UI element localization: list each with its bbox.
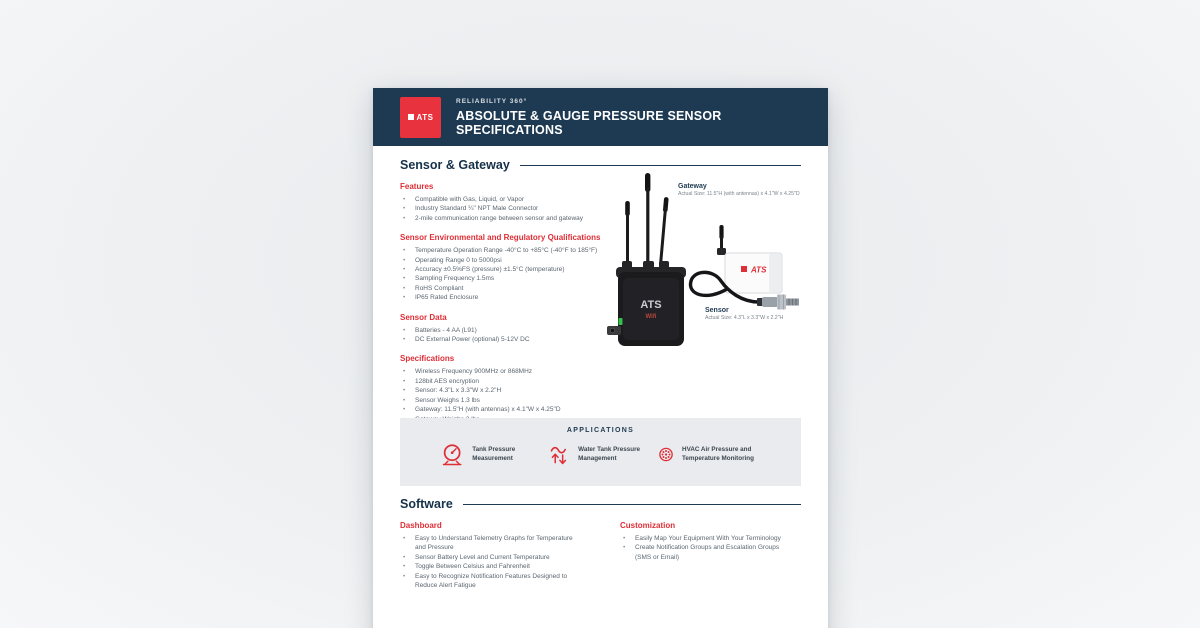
dashboard-heading: Dashboard bbox=[400, 521, 442, 530]
sensor-data-heading: Sensor Data bbox=[400, 312, 447, 322]
applications-panel bbox=[400, 418, 801, 486]
list-item: • Accuracy ±0.5%FS (pressure) ±1.5°C (temperature) bbox=[400, 265, 652, 274]
applications-title: APPLICATIONS bbox=[566, 427, 635, 434]
sensor-device-text: ATS bbox=[751, 265, 767, 275]
pressure-gauge-icon bbox=[440, 441, 464, 468]
environment-heading: Sensor Environmental and Regulatory Qualifications bbox=[400, 233, 601, 243]
list-item: • Sensor: 4.3"L x 3.3"W x 2.2"H bbox=[400, 386, 652, 395]
software-columns bbox=[400, 511, 801, 590]
header-eyebrow: RELIABILITY 360° bbox=[456, 97, 528, 105]
gateway-device-subtext: Wifi bbox=[645, 314, 657, 320]
list-item: • 2-mile communication range between sensor and gateway bbox=[400, 214, 652, 223]
list-item: • Gateway: 11.5"H (with antennas) x 4.1"W x 4.25"D bbox=[400, 405, 652, 414]
sensor-caption-size: Actual Size: 4.3"L x 3.3"W x 2.2"H bbox=[705, 315, 784, 321]
page-title: ABSOLUTE & GAUGE PRESSURE SENSOR SPECIFICATIONS bbox=[456, 108, 722, 137]
section-software-heading bbox=[400, 497, 801, 511]
application-label: Tank Pressure Measurement bbox=[472, 446, 516, 462]
logo-text: ATS bbox=[416, 112, 434, 122]
gateway-device-text: ATS bbox=[640, 299, 662, 311]
list-item: • Easy to Understand Telemetry Graphs for Temperature and Pressure bbox=[400, 534, 585, 553]
specifications-heading: Specifications bbox=[400, 354, 455, 364]
section-software bbox=[400, 497, 801, 590]
sensor-product-image bbox=[673, 225, 805, 319]
gateway-caption-name: Gateway bbox=[678, 183, 707, 190]
list-item: • Temperature Operation Range -40°C to +85°C (-40°F to 185°F) bbox=[400, 246, 652, 255]
application-label: Water Tank Pressure Management bbox=[578, 446, 641, 462]
list-item: • Industry Standard ¼" NPT Male Connector bbox=[400, 204, 652, 213]
heading-rule bbox=[520, 165, 801, 166]
product-images bbox=[598, 173, 828, 358]
applications-row bbox=[400, 434, 801, 468]
list-item: • Easily Map Your Equipment With Your Terminology bbox=[620, 534, 795, 543]
list-item: • Sensor Weighs 1.3 lbs bbox=[400, 396, 652, 405]
list-item: • 128bit AES encryption bbox=[400, 377, 652, 386]
list-item: • Toggle Between Celsius and Fahrenheit bbox=[400, 562, 585, 571]
application-item-hvac bbox=[658, 441, 767, 468]
list-item: • RoHS Compliant bbox=[400, 284, 652, 293]
logo-square-icon bbox=[408, 114, 414, 120]
customization-heading: Customization bbox=[620, 521, 676, 530]
sensor-caption bbox=[705, 307, 825, 321]
gateway-caption-size: Actual Size: 11.5"H (with antennas) x 4.1"W x 4.25"D bbox=[678, 191, 800, 197]
sensor-caption-name: Sensor bbox=[705, 307, 729, 314]
list-item: • IP65 Rated Enclosure bbox=[400, 293, 652, 302]
application-item-water-tank bbox=[549, 441, 658, 468]
dashboard-list bbox=[400, 534, 620, 590]
list-item: • Batteries - 4 AA (L91) bbox=[400, 326, 652, 335]
header-titles bbox=[456, 98, 828, 137]
dashboard-column bbox=[400, 511, 620, 590]
list-item: • Sampling Frequency 1.5ms bbox=[400, 274, 652, 283]
specifications-list bbox=[400, 367, 652, 423]
ats-logo bbox=[400, 97, 441, 138]
document-header bbox=[373, 88, 828, 146]
list-item: • Sensor Battery Level and Current Temperature bbox=[400, 553, 585, 562]
water-level-arrows-icon bbox=[549, 441, 570, 468]
section-title: Software bbox=[400, 497, 453, 511]
fan-icon bbox=[658, 441, 674, 468]
section-title: Sensor & Gateway bbox=[400, 158, 510, 172]
section-sensor-gateway-heading bbox=[400, 158, 801, 172]
list-item: • Compatible with Gas, Liquid, or Vapor bbox=[400, 195, 652, 204]
customization-column bbox=[620, 511, 801, 590]
list-item: • Easy to Recognize Notification Features Designed to Reduce Alert Fatigue bbox=[400, 572, 585, 591]
gateway-caption bbox=[678, 183, 828, 197]
list-item: • DC External Power (optional) 5-12V DC bbox=[400, 335, 652, 344]
application-item-tank-pressure bbox=[440, 441, 549, 468]
list-item: • Wireless Frequency 900MHz or 868MHz bbox=[400, 367, 652, 376]
list-item: • Operating Range 0 to 5000psi bbox=[400, 256, 652, 265]
application-label: HVAC Air Pressure and Temperature Monitoring bbox=[682, 446, 754, 462]
list-item: • Create Notification Groups and Escalation Groups (SMS or Email) bbox=[620, 543, 795, 562]
spec-sheet-page bbox=[373, 88, 828, 628]
customization-list bbox=[620, 534, 801, 562]
features-heading: Features bbox=[400, 182, 434, 191]
heading-rule bbox=[463, 504, 801, 505]
